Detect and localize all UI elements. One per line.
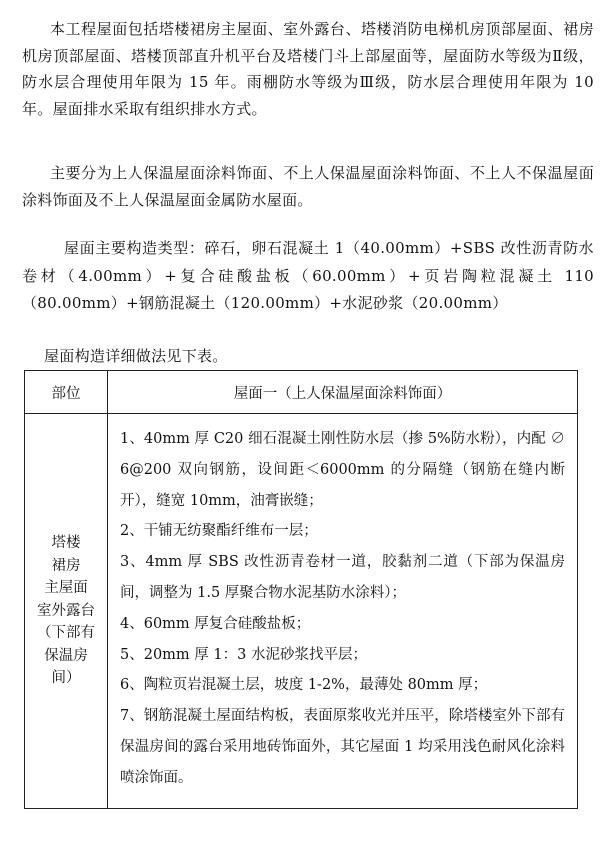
table-row	[25, 414, 578, 809]
construction-type-paragraph: 屋面主要构造类型：碎石，卵石混凝土 1（40.00mm）+SBS 改性沥青防水卷材（4.00mm）+复合硅酸盐板（60.00mm）+页岩陶粒混凝土 110（80.00mm）+钢筋混凝土（120.00mm）+水泥砂浆（20.00mm）	[22, 239, 594, 312]
location-line: 保温房	[44, 647, 88, 664]
table-intro-paragraph: 屋面构造详细做法见下表。	[44, 347, 228, 365]
location-line: 室外露台	[37, 602, 95, 619]
table-header-row	[25, 371, 578, 414]
roof-types-paragraph: 主要分为上人保温屋面涂料饰面、不上人保温屋面涂料饰面、不上人不保温屋面涂料饰面及不上人保温屋面金属防水屋面。	[22, 164, 594, 209]
intro-paragraph: 本工程屋面包括塔楼裙房主屋面、室外露台、塔楼消防电梯机房顶部屋面、裙房机房顶部屋面、塔楼顶部直升机平台及塔楼门斗上部屋面等，屋面防水等级为Ⅱ级，防水层合理使用年限为 15 年。雨棚防水等级为Ⅲ级，防水层合理使用年限为 10 年。屋面排水采取有组织排水方式。	[22, 20, 594, 118]
layer-item: 2、干铺无纺聚酯纤维布一层；	[120, 523, 318, 540]
location-line: （下部有	[37, 625, 95, 642]
header-location: 部位	[25, 371, 108, 414]
layer-item: 5、20mm 厚 1：3 水泥砂浆找平层；	[120, 646, 367, 663]
layer-item: 3、4mm 厚 SBS 改性沥青卷材一道，胶黏剂二道（下部为保温房间，调整为 1.5 厚聚合物水泥基防水涂料）；	[120, 554, 565, 601]
location-cell	[25, 414, 108, 809]
layers-cell	[108, 414, 578, 809]
location-line: 主屋面	[44, 580, 88, 597]
layer-item: 7、钢筋混凝土屋面结构板，表面原浆收光并压平，除塔楼室外下部有保温房间的露台采用地砖饰面外，其它屋面 1 均采用浅色耐风化涂料喷涂饰面。	[120, 708, 565, 786]
roof-construction-table	[24, 370, 578, 809]
layer-item: 6、陶粒页岩混凝土层，坡度 1-2%，最薄处 80mm 厚；	[120, 677, 488, 694]
location-line: 间）	[51, 670, 81, 687]
location-line: 裙房	[51, 557, 81, 574]
header-roof-one: 屋面一（上人保温屋面涂料饰面）	[108, 371, 578, 414]
layer-item: 4、60mm 厚复合硅酸盐板；	[120, 615, 311, 632]
layer-item: 1、40mm 厚 C20 细石混凝土刚性防水层（掺 5%防水粉），内配 ∅ 6@200 双向钢筋，设间距＜6000mm 的分隔缝（钢筋在缝内断开），缝宽 10mm，油膏嵌缝；	[120, 431, 565, 509]
location-line: 塔楼	[51, 535, 81, 552]
